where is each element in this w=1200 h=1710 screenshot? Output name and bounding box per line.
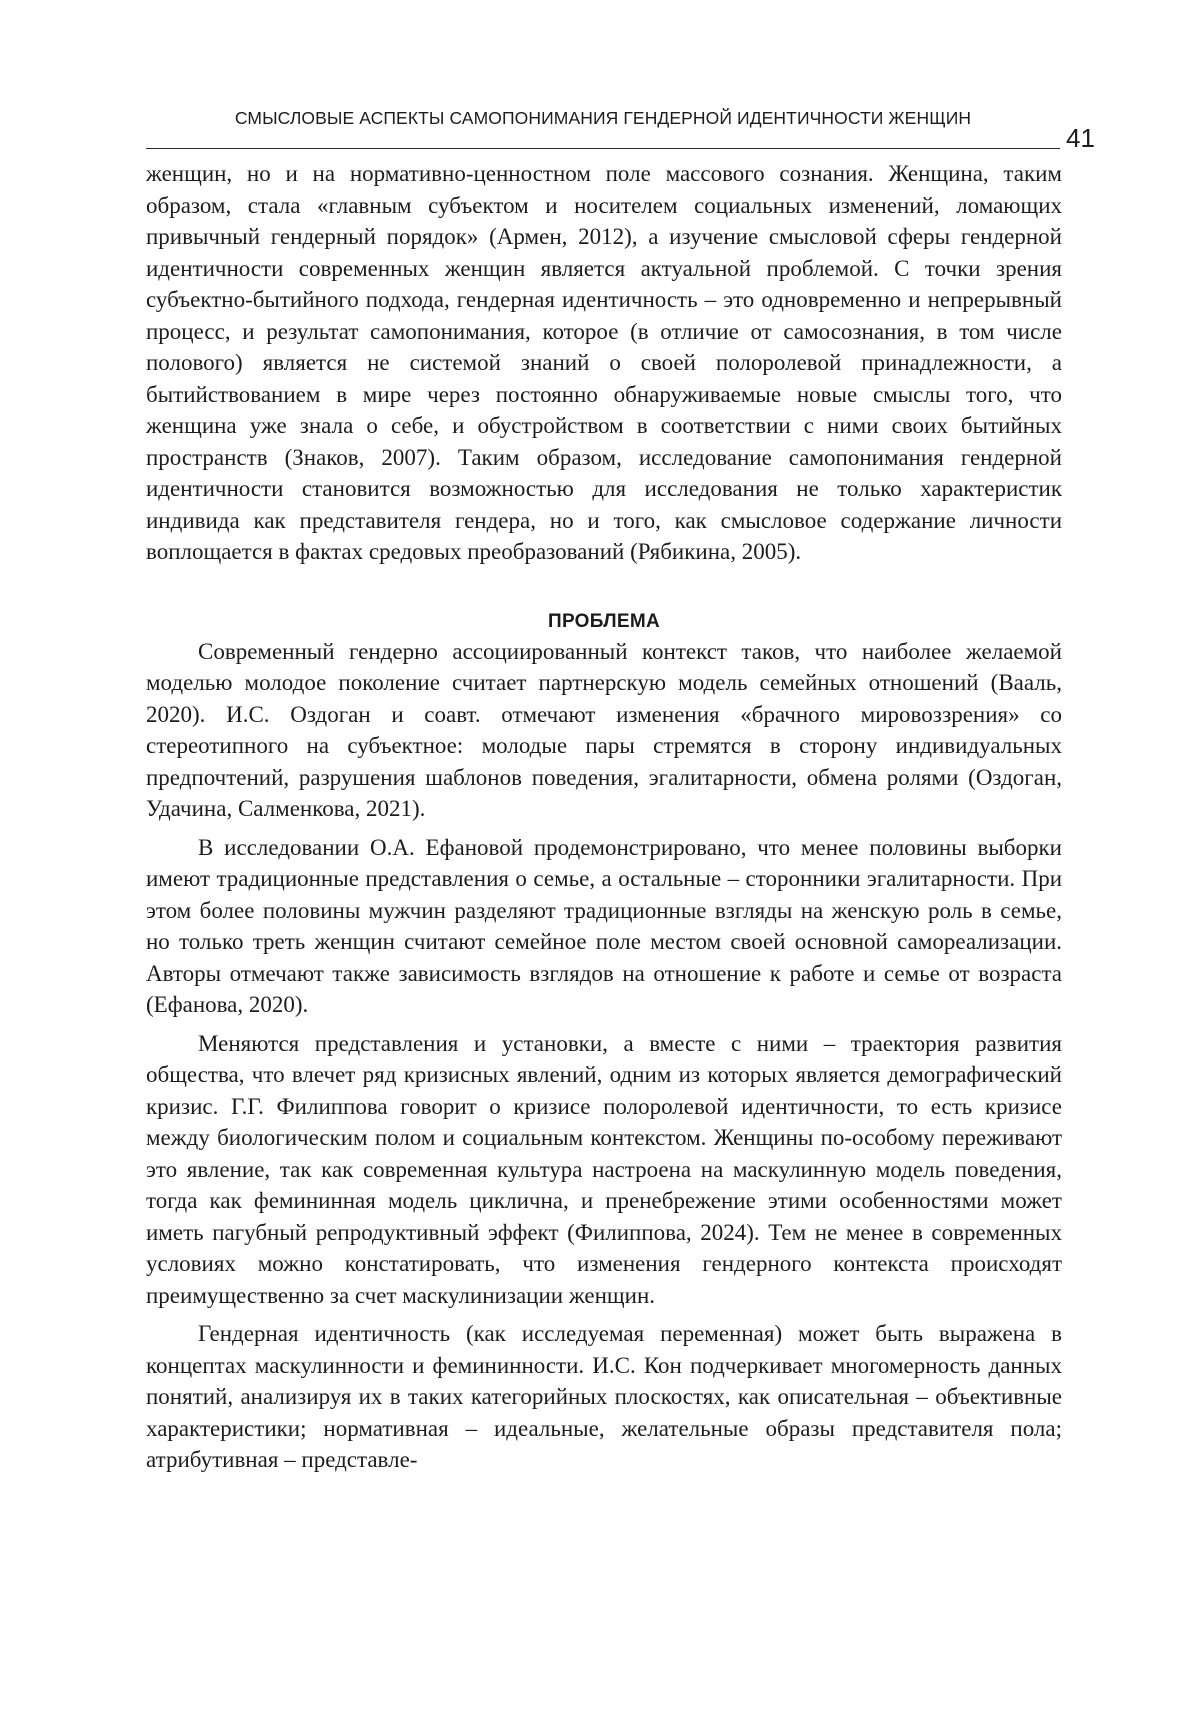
article-body [146, 158, 1062, 1476]
page-number: 41 [1066, 123, 1095, 153]
section-heading: ПРОБЛЕМА [548, 610, 660, 632]
paragraph-2: В исследовании О.А. Ефановой продемонстрировано, что менее половины выборки имеют традиционные представления о семье, а остальные – сторонники эгалитарности. При этом более половины мужчин разделяют традиционные взгляды на женскую роль в семье, но только треть женщин считают семейное поле местом своей основной самореализации. Авторы отмечают также зависимость взглядов на отношение к работе и семье от возраста (Ефанова, 2020). [146, 834, 1062, 1017]
header-rule [146, 148, 1060, 149]
paragraph-3: Меняются представления и установки, а вместе с ними – траектория развития общества, что влечет ряд кризисных явлений, одним из которых является демографический кризис. Г.Г. Филиппова говорит о кризисе полоролевой идентичности, то есть кризисе между биологическим полом и социальным контекстом. Женщины по-особому переживают это явление, так как современная культура настроена на маскулинную модель поведения, тогда как фемининная модель циклична, и пренебрежение этими особенностями может иметь пагубный репродуктивный эффект (Филиппова, 2024). Тем не менее в современных условиях можно констатировать, что изменения гендерного контекста происходят преимущественно за счет маскулинизации женщин. [146, 1030, 1062, 1308]
paragraph-4: Гендерная идентичность (как исследуемая переменная) может быть выражена в концептах маскулинности и фемининности. И.С. Кон подчеркивает многомерность данных понятий, анализируя их в таких категорийных плоскостях, как описательная – объективные характеристики; нормативная – идеальные, желательные образы представителя пола; атрибутивная – представле- [146, 1321, 1062, 1472]
paragraph-1: Современный гендерно ассоциированный контекст таков, что наиболее желаемой моделью молодое поколение считает партнерскую модель семейных отношений (Вааль, 2020). И.С. Оздоган и соавт. отмечают изменения «брачного мировоззрения» со стереотипного на субъектное: молодые пары стремятся в сторону индивидуальных предпочтений, разрушения шаблонов поведения, эгалитарности, обмена ролями (Оздоган, Удачина, Салменкова, 2021). [146, 638, 1062, 821]
running-head-title: СМЫСЛОВЫЕ АСПЕКТЫ САМОПОНИМАНИЯ ГЕНДЕРНОЙ ИДЕНТИЧНОСТИ ЖЕНЩИН [234, 108, 972, 128]
intro-paragraph: женщин, но и на нормативно-ценностном поле массового сознания. Женщина, таким образом, стала «главным субъектом и носителем социальных изменений, ломающих привычный гендерный порядок» (Армен, 2012), а изучение смысловой сферы гендерной идентичности современных женщин является актуальной проблемой. С точки зрения субъектно-бытийного подхода, гендерная идентичность – это одновременно и непрерывный процесс, и результат самопонимания, которое (в отличие от самосознания, в том числе полового) является не системой знаний о своей полоролевой принадлежности, а бытийствованием в мире через постоянно обнаруживаемые новые смыслы того, что женщина уже знала о себе, и обустройством в соответствии с ними своих бытийных пространств (Знаков, 2007). Таким образом, исследование самопонимания гендерной идентичности становится возможностью для исследования не только характеристик индивида как представителя гендера, но и того, как смысловое содержание личности воплощается в фактах средовых преобразований (Рябикина, 2005). [146, 161, 1062, 564]
